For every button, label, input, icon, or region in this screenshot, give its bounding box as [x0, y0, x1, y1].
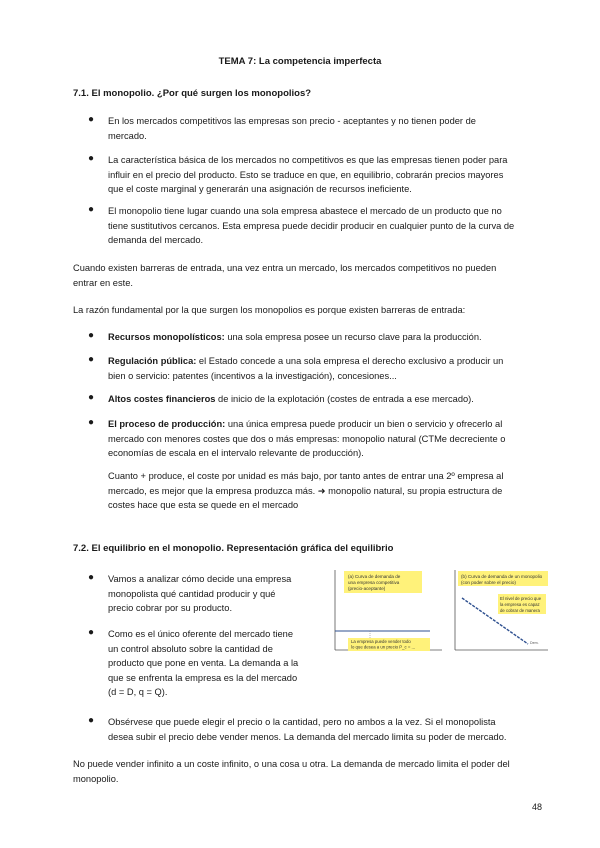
- closing-paragraph: No puede vender infinito a un coste infinito, o una cosa u otra. La demanda de mercado limita el poder del monopolio.: [73, 759, 510, 784]
- section-heading-7-2: 7.2. El equilibrio en el monopolio. Representación gráfica del equilibrio: [73, 543, 394, 554]
- bullet-icon: ●: [88, 114, 95, 125]
- left-header-line: (precio-aceptante): [348, 586, 386, 591]
- bullet-icon: ●: [88, 417, 95, 428]
- document-page: TEMA 7: La competencia imperfecta 7.1. El monopolio. ¿Por qué surgen los monopolios? ● En los mercados competitivos las empresas son precio - aceptantes y no tienen poder de mercado. ● La característica básica de los mercados no competitivos es que las empresas tienen poder para influir en el precio del producto. Esto se traduce en que, en equilibrio, cobrarán precios mayores que el coste marginal y generarán una asignación de recursos ineficiente. ● El monopolio tiene lugar cuando una sola empresa abastece el mercado de un producto que no tiene sustitutivos cercanos. Esta empresa puede decidir producir en cualquier punto de la curva de demanda del mercado. Cuando existen barreras de entrada, una vez entra un mercado, los mercados competitivos no pueden entrar en este. La razón fundamental por la que surgen los monopolios es porque existen barreras de entrada: ● Recursos monopolísticos: una sola empresa posee un recurso clave para la producción. ● Regulación pública: el Estado concede a una sola empresa el derecho exclusivo a producir un bien o servicio: patentes (incentivos a la investigación), concesiones... ● Altos costes financieros de inicio de la explotación (costes de entrada a ese mercado). ● El proceso de producción: una única empresa puede producir un bien o servicio y ofrecerlo al mercado con menores costes que dos o más empresas: monopolio natural (CTMe decreciente o economías de escala en el intervalo relevante de producción). Cuanto + produce, el coste por unidad es más bajo, por tanto antes de entrar una 2º empresa al mercado, es mejor que la empresa produzca más. ➜ monopolio natural, su propia estructura de costes hace que esta se quede en el mercado 7.2. El equilibrio en el monopolio. Representación gráfica del equilibrio ● Vamos a analizar cómo decide una empresa monopolista qué cantidad producir y qué precio cobrar por su producto. ● Como es el único oferente del mercado tiene un control absoluto sobre la cantidad de producto que pone en venta. La demanda a la que se enfrenta la empresa es la del mercado (d = D, q = Q). (a) Curva de demanda de una empresa competitiva (precio-aceptante) La empresa puede vender todo lo que desea a un precio P_c = ... (b) Curva de demanda de un monopolio (con poder sobre el precio) El nivel de precio que la empresa es capaz de cobrar de manera Dem. ● Obsérvese que puede elegir el precio o la cantidad, pero no ambos a la vez. Si el monopolista desea subir el precio debe vender menos. La demanda del mercado limita su poder de mercado. No puede vender infinito a un coste infinito, o una cosa u otra. La demanda de mercado limita el poder del monopolio. 48: [0, 0, 600, 848]
- page-number: 48: [531, 802, 542, 812]
- demand-curve-label: Dem.: [530, 641, 539, 645]
- right-header-line: (b) Curva de demanda de un monopolio: [461, 574, 543, 579]
- left-note-line: lo que desea a un precio P_c = ...: [351, 644, 416, 650]
- paragraph: Cuando existen barreras de entrada, una vez entra un mercado, los mercados competitivos no pueden entrar en este.: [73, 263, 497, 288]
- left-header-line: una empresa competitiva: [348, 580, 400, 585]
- note-paragraph: Cuanto + produce, el coste por unidad es más bajo, por tanto antes de entrar una 2º empresa al mercado, es mejor que la empresa produzca más. ➜ monopolio natural, su propia estructura de costes hace que esta se quede en el mercado: [108, 471, 504, 511]
- monopoly-demand-figure: [450, 568, 550, 656]
- right-note-line: El nivel de precio que: [500, 596, 542, 601]
- right-note-line: la empresa es capaz: [500, 602, 540, 607]
- bullet-icon: ●: [88, 627, 95, 638]
- bullet-icon: ●: [88, 204, 95, 215]
- bullet-icon: ●: [88, 715, 95, 726]
- page-title: TEMA 7: La competencia imperfecta: [218, 56, 382, 67]
- paragraph: La razón fundamental por la que surgen los monopolios es porque existen barreras de entrada:: [73, 305, 466, 315]
- left-header-line: (a) Curva de demanda de: [348, 574, 401, 579]
- left-note-line: La empresa puede vender todo: [351, 639, 411, 644]
- right-header-line: (con poder sobre el precio): [461, 580, 516, 585]
- bullet-icon: ●: [88, 153, 95, 164]
- right-note-line: de cobrar de manera: [500, 608, 540, 613]
- bullet-icon: ●: [88, 354, 95, 365]
- competitive-demand-figure: [330, 568, 445, 656]
- bullet-icon: ●: [88, 330, 95, 341]
- bullet-icon: ●: [88, 572, 95, 583]
- section-heading-7-1: 7.1. El monopolio. ¿Por qué surgen los monopolios?: [73, 88, 312, 99]
- bullet-icon: ●: [88, 392, 95, 403]
